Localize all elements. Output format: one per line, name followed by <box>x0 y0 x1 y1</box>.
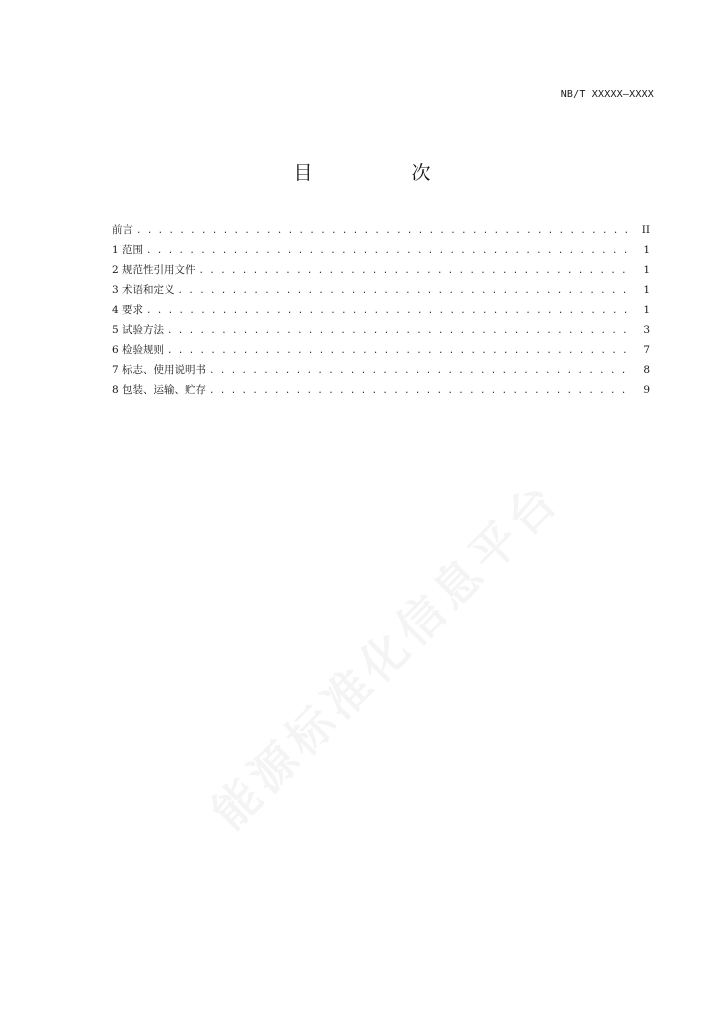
toc-entry-page: II <box>641 224 650 236</box>
toc-entry-page: 9 <box>643 384 650 396</box>
toc-entry-packaging-transport-storage[interactable] <box>112 380 650 400</box>
toc-title: 目 次 <box>293 162 471 184</box>
toc-entry-terms-definitions[interactable] <box>112 280 650 300</box>
toc-entry-foreword[interactable] <box>112 220 650 240</box>
toc-leader-dots <box>146 301 632 321</box>
toc-entry-label: 1 范围 <box>112 244 144 256</box>
toc-entry-page: 1 <box>643 264 650 276</box>
standard-number: NB/T XXXXX—XXXX <box>560 89 654 100</box>
toc-leader-dots <box>209 361 632 381</box>
toc-entry-label: 4 要求 <box>112 304 144 316</box>
toc-entry-page: 1 <box>643 304 650 316</box>
toc-entry-page: 8 <box>643 364 650 376</box>
toc-entry-marking-manual[interactable] <box>112 360 650 380</box>
toc-leader-dots <box>167 341 632 361</box>
toc-entry-page: 1 <box>643 284 650 296</box>
toc-entry-scope[interactable] <box>112 240 650 260</box>
toc-entry-label: 7 标志、使用说明书 <box>112 364 207 376</box>
toc-entry-page: 1 <box>643 244 650 256</box>
toc-entry-page: 7 <box>643 344 650 356</box>
toc-leader-dots <box>136 221 632 241</box>
toc-leader-dots <box>167 321 632 341</box>
toc-entry-requirements[interactable] <box>112 300 650 320</box>
toc-entry-label: 6 检验规则 <box>112 344 165 356</box>
toc-leader-dots <box>178 281 632 301</box>
toc-entry-inspection-rules[interactable] <box>112 340 650 360</box>
watermark: 能源标准化信息平台 <box>201 470 571 840</box>
toc-entry-page: 3 <box>643 324 650 336</box>
toc-entry-label: 3 术语和定义 <box>112 284 175 296</box>
table-of-contents <box>112 220 650 400</box>
toc-leader-dots <box>209 381 632 401</box>
toc-entry-label: 2 规范性引用文件 <box>112 264 196 276</box>
toc-entry-label: 8 包装、运输、贮存 <box>112 384 207 396</box>
toc-entry-test-methods[interactable] <box>112 320 650 340</box>
toc-leader-dots <box>146 241 632 261</box>
toc-entry-normative-references[interactable] <box>112 260 650 280</box>
toc-entry-label: 前言 <box>112 224 133 236</box>
toc-entry-label: 5 试验方法 <box>112 324 165 336</box>
toc-leader-dots <box>199 261 632 281</box>
